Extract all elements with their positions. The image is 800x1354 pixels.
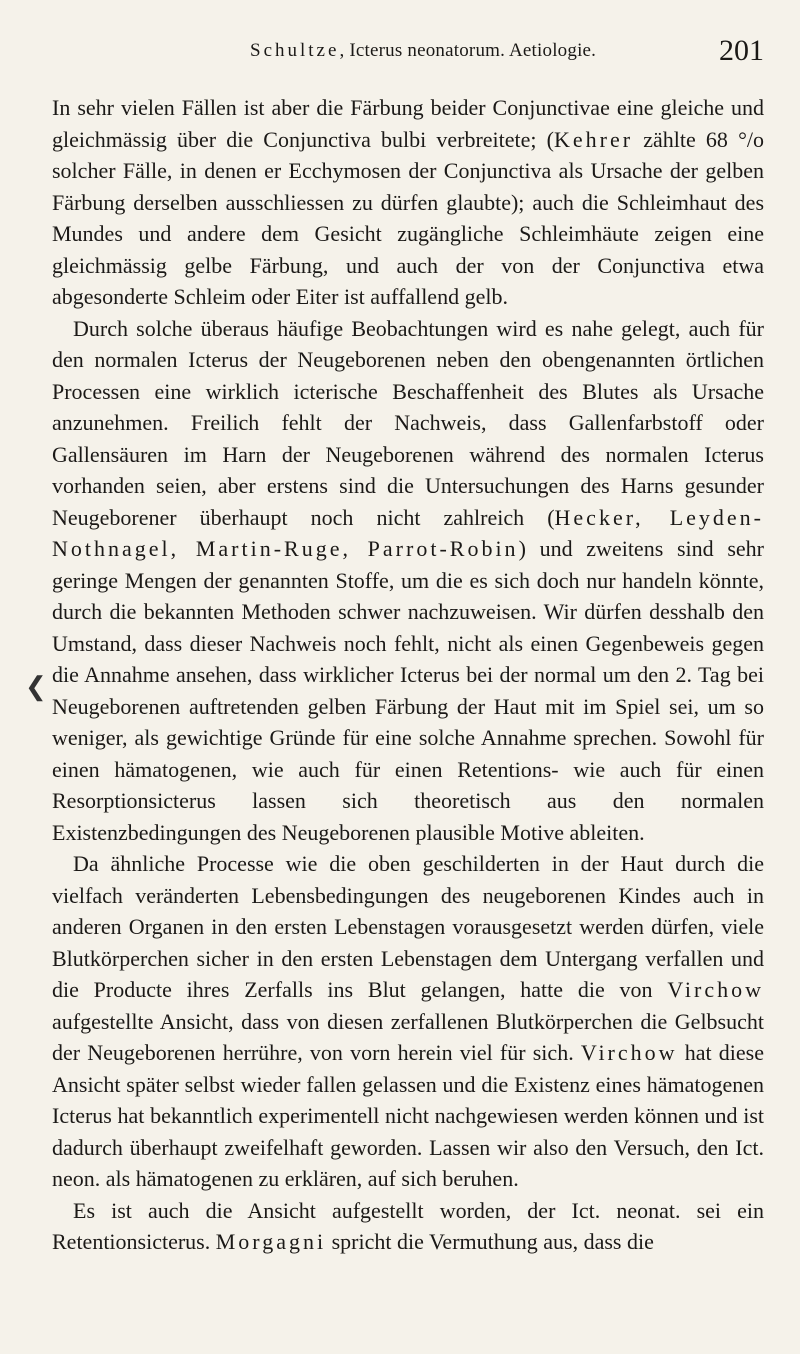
paragraph-4: Es ist auch die Ansicht aufgestellt worden, der Ict. neonat. sei ein Retentionsicterus. Morgagni spricht die Vermuthung aus, dass die: [52, 1197, 764, 1254]
header-author: Schultze: [250, 40, 340, 61]
paragraph-3: Da ähnliche Processe wie die oben geschilderten in der Haut durch die vielfach veränderten Lebensbedingungen des neugeborenen Kindes auch in anderen Organen in den ersten Lebenstagen vorausgesetzt werden dürfen, viele Blutkörperchen sicher in den ersten Lebenstagen dem Untergang verfallen und die Producte ihres Zerfalls ins Blut gelangen, hatte die von Virchow aufgestellte Ansicht, dass von diesen zerfallenen Blutkörperchen die Gelbsucht der Neugeborenen herrühre, von vorn herein viel für sich. Virchow hat diese Ansicht später selbst wieder fallen gelassen und die Existenz eines hämatogenen Icterus hat bekanntlich experimentell nicht nachgewiesen werden können und ist dadurch überhaupt zweifelhaft geworden. Lassen wir also den Versuch, den Ict. neon. als hämatogenen zu erklären, auf sich beruhen.: [52, 851, 764, 1191]
author-refs: Hecker, Leyden-Nothnagel, Martin-Ruge, Parrot-Robin: [52, 504, 765, 561]
margin-arrow-icon: ❮: [25, 672, 47, 702]
running-header: [250, 34, 770, 76]
author-ref-virchow: Virchow: [667, 977, 764, 1002]
author-ref-kehrer: Kehrer: [554, 126, 634, 152]
author-ref-morgagni: Morgagni: [215, 1229, 327, 1254]
author-ref-virchow: Virchow: [580, 1040, 678, 1065]
page-number: 201: [719, 34, 764, 67]
body-text: [52, 92, 764, 1258]
paragraph-2: Durch solche überaus häufige Beobachtungen wird es nahe gelegt, auch für den normalen Icterus der Neugeborenen neben den obengenannten örtlichen Processen eine wirklich icterische Beschaffenheit des Blutes als Ursache anzunehmen. Freilich fehlt der Nachweis, dass Gallenfarbstoff oder Gallensäuren im Harn der Neugeborenen während des normalen Icterus vorhanden seien, aber erstens sind die Untersuchungen des Harns gesunder Neugeborener überhaupt noch nicht zahlreich (Hecker, Leyden-Nothnagel, Martin-Ruge, Parrot-Robin) und zweitens sind sehr geringe Mengen der genannten Stoffe, um die es sich doch nur handeln könnte, durch die bekannten Methoden schwer nachzuweisen. Wir dürfen desshalb den Umstand, dass dieser Nachweis noch fehlt, nicht als einen Gegenbeweis gegen die Annahme ansehen, dass wirklicher Icterus bei der normal um den 2. Tag bei Neugeborenen auftretenden gelben Färbung der Haut mit im Spiel sei, um so weniger, als gewichtige Gründe für eine solche Annahme sprechen. Sowohl für einen hämatogenen, wie auch für einen Retentions- wie auch für einen Resorptionsicterus lassen sich theoretisch aus den normalen Existenzbedingungen des Neugeborenen plausible Motive ableiten.: [52, 315, 765, 845]
paragraph-1: In sehr vielen Fällen ist aber die Färbung beider Conjunctivae eine gleiche und gleichmässig über die Conjunctiva bulbi verbreitete; (Kehrer zählte 68 °/o solcher Fälle, in denen er Ecchymosen der Conjunctiva als Ursache der gelben Färbung derselben ausschliessen zu dürfen glaubte); auch die Schleimhaut des Mundes und andere dem Gesicht zugängliche Schleimhäute zeigen eine gleichmässig gelbe Färbung, und auch der von der Conjunctiva etwa abgesonderte Schleim oder Eiter ist auffallend gelb.: [52, 95, 764, 309]
header-title: , Icterus neonatorum. Aetiologie.: [339, 40, 597, 61]
